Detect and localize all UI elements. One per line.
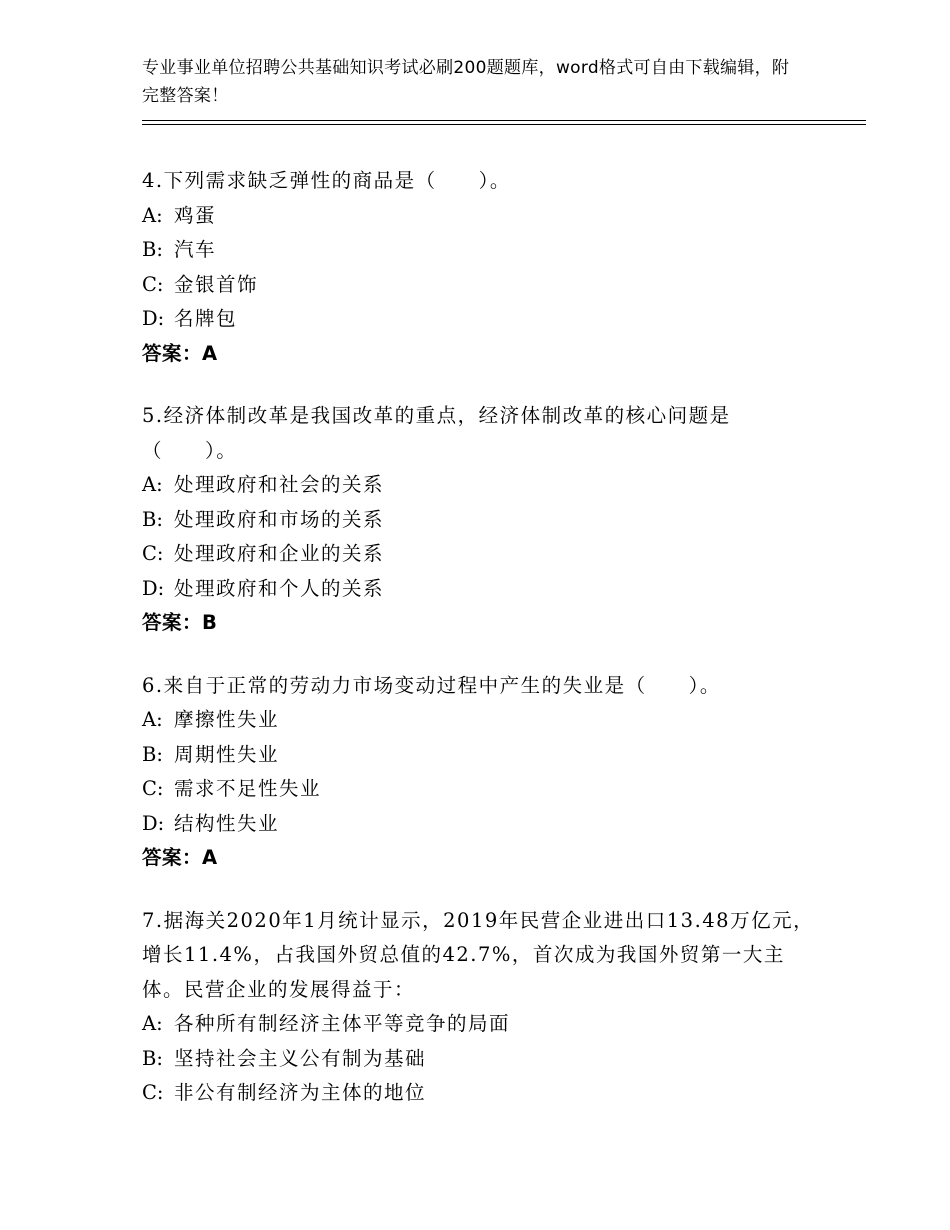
- option-a: [142, 468, 822, 503]
- option-letter: A:: [142, 1012, 163, 1035]
- question-7: [142, 904, 822, 1111]
- option-text: 名牌包: [174, 307, 238, 330]
- option-c: [142, 772, 822, 807]
- option-text: 处理政府和个人的关系: [174, 576, 385, 600]
- option-text: 需求不足性失业: [174, 777, 322, 800]
- question-stem: 6.来自于正常的劳动力市场变动过程中产生的失业是（ ）。: [142, 673, 721, 697]
- option-d: [142, 572, 822, 607]
- option-letter: A:: [142, 708, 163, 731]
- question-stem: 7.据海关2020年1月统计显示，2019年民营企业进出口13.48万亿元，增长11.4%，占我国外贸总值的42.7%，首次成为我国外贸第一大主体。民营企业的发展得益于：: [142, 908, 815, 1001]
- question-list: [142, 164, 822, 1139]
- header-divider-bottom: [142, 124, 866, 125]
- option-text: 处理政府和社会的关系: [174, 473, 385, 496]
- question-5: [142, 399, 822, 641]
- option-letter: D:: [142, 811, 165, 835]
- option-b: [142, 503, 822, 538]
- option-c: [142, 537, 822, 572]
- option-d: [142, 807, 822, 842]
- document-header: 专业事业单位招聘公共基础知识考试必刷200题题库，word格式可自由下载编辑，附完整答案！: [142, 58, 790, 106]
- option-text: 金银首饰: [174, 272, 259, 296]
- option-text: 处理政府和企业的关系: [174, 542, 385, 565]
- option-text: 汽车: [174, 238, 217, 261]
- option-letter: C:: [142, 272, 164, 296]
- option-a: [142, 703, 822, 738]
- option-text: 周期性失业: [174, 742, 280, 766]
- answer-line: 答案：A: [142, 341, 218, 365]
- option-letter: B:: [142, 507, 163, 531]
- option-text: 坚持社会主义公有制为基础: [174, 1046, 427, 1070]
- option-letter: B:: [142, 238, 163, 261]
- option-letter: C:: [142, 777, 164, 800]
- option-letter: B:: [142, 742, 163, 766]
- option-b: [142, 1042, 822, 1077]
- question-6: [142, 669, 822, 876]
- option-a: [142, 199, 822, 234]
- answer-line: 答案：B: [142, 611, 218, 634]
- option-letter: D:: [142, 576, 165, 600]
- option-b: [142, 738, 822, 773]
- question-4: [142, 164, 822, 371]
- question-stem: 5.经济体制改革是我国改革的重点，经济体制改革的核心问题是（ ）。: [142, 404, 731, 462]
- option-text: 非公有制经济为主体的地位: [174, 1081, 427, 1104]
- option-text: 鸡蛋: [174, 203, 217, 227]
- option-text: 结构性失业: [174, 811, 280, 835]
- question-stem: 4.下列需求缺乏弹性的商品是（ ）。: [142, 169, 511, 192]
- option-letter: C:: [142, 1081, 164, 1104]
- option-letter: B:: [142, 1046, 163, 1070]
- option-c: [142, 268, 822, 303]
- option-a: [142, 1007, 822, 1042]
- option-text: 处理政府和市场的关系: [174, 507, 385, 531]
- option-letter: A:: [142, 203, 163, 227]
- option-letter: A:: [142, 473, 163, 496]
- option-text: 各种所有制经济主体平等竞争的局面: [174, 1012, 511, 1035]
- option-c: [142, 1076, 822, 1111]
- option-letter: D:: [142, 307, 165, 330]
- header-divider-top: [142, 120, 866, 121]
- option-b: [142, 233, 822, 268]
- option-text: 摩擦性失业: [174, 708, 280, 731]
- option-letter: C:: [142, 542, 164, 565]
- answer-line: 答案：A: [142, 846, 218, 869]
- option-d: [142, 302, 822, 337]
